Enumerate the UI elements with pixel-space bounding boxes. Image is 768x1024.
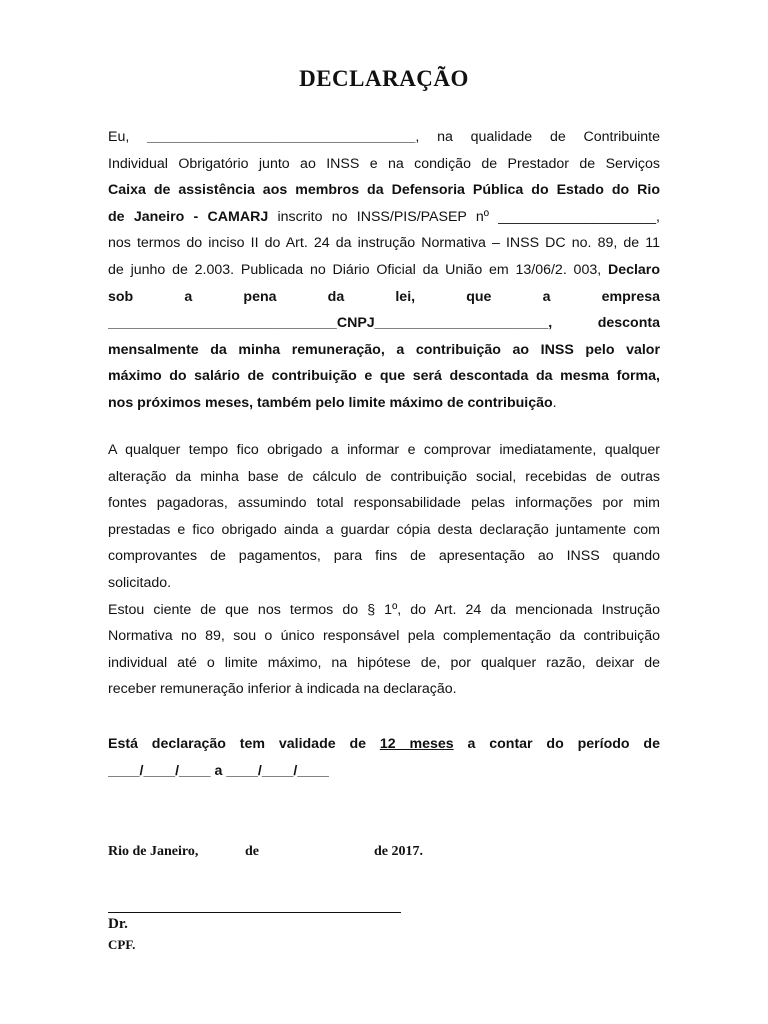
text-line: Está declaração tem validade de 12 meses a contar do período de [108,736,660,752]
text-line: _____________________________CNPJ______________________, desconta [108,315,660,332]
text-line: comprovantes de pagamentos, para fins de apresentação ao INSS quando [108,548,660,565]
name-blank: __________________________________ [147,129,416,145]
signature-cpf: CPF. [108,937,136,952]
text-line: mensalmente da minha remuneração, a contribuição ao INSS pelo valor [108,341,660,358]
text-line: Individual Obrigatório junto ao INSS e na condição de Prestador de Serviços [108,155,660,172]
paragraph-validity [108,731,660,784]
paragraph-declaration [108,124,660,417]
period-blanks: ____/____/____ a ____/____/____ [108,762,329,779]
text-line: de junho de 2.003. Publicada no Diário Oficial da União em 13/06/2. 003, Declaro [108,261,660,278]
text-line: individual até o limite máximo, na hipótese de, por qualquer razão, deixar de [108,654,660,671]
text-line: receber remuneração inferior à indicada na declaração. [108,681,457,698]
place-date-line [108,844,668,864]
signature-line [108,912,401,913]
text-line: máximo do salário de contribuição e que será descontada da mesma forma, [108,368,660,385]
text-line: Eu, __________________________________, na qualidade de Contribuinte [108,129,660,145]
text-line: sob a pena da lei, que a empresa [108,288,660,305]
text-line: Caixa de assistência aos membros da Defensoria Pública do Estado do Rio [108,182,660,199]
text-line: A qualquer tempo fico obrigado a informar e comprovar imediatamente, qualquer [108,442,660,458]
document-title: DECLARAÇÃO [299,66,469,91]
text-line: alteração da minha base de cálculo de contribuição social, recebidas de outras [108,468,660,485]
text-line [108,758,660,785]
text-line: solicitado. [108,574,172,591]
text-line: Estou ciente de que nos termos do § 1º, do Art. 24 da mencionada Instrução [108,601,660,618]
year-label: de 2017. [374,844,423,859]
date-de-label: de [245,844,259,859]
signature-name: Dr. [108,916,128,932]
city-label: Rio de Janeiro, [108,844,199,859]
text-line: nos termos do inciso II do Art. 24 da instrução Normativa – INSS DC no. 89, de 11 [108,235,660,252]
text-line: Normativa no 89, sou o único responsável pela complementação da contribuição [108,628,660,645]
text-line: fontes pagadoras, assumindo total responsabilidade pelas informações por mim [108,495,660,512]
text-line: prestadas e fico obrigado ainda a guardar cópia desta declaração juntamente com [108,521,660,538]
paragraph-obligations [108,437,660,703]
validity-period: 12 meses [379,736,454,752]
text-line: de Janeiro - CAMARJ inscrito no INSS/PIS/PASEP nº ____________________, [108,208,660,225]
text-line: nos próximos meses, também pelo limite máximo de contribuição. [108,394,557,411]
